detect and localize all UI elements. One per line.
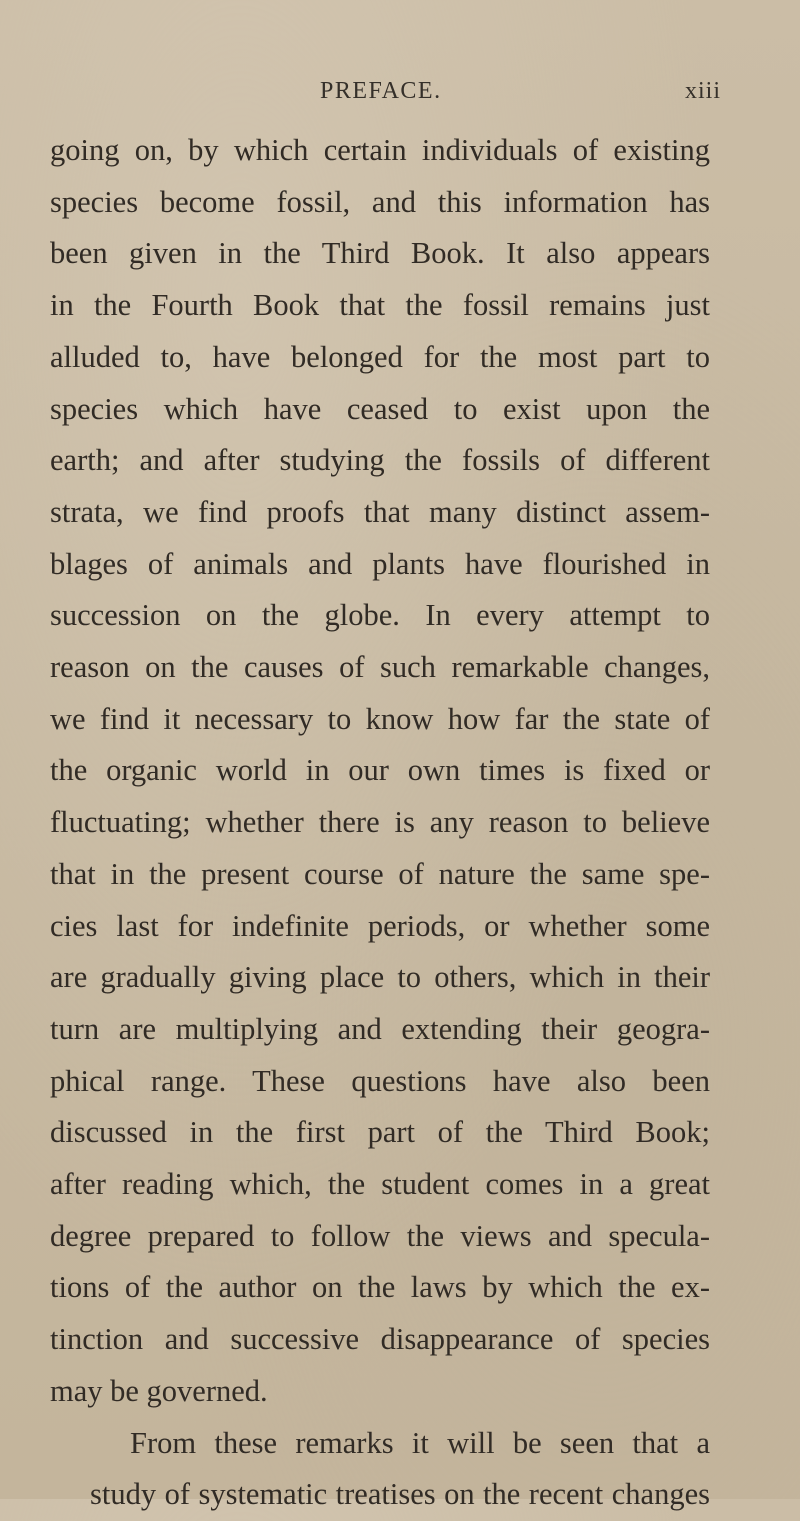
text-line: earth; and after studying the fossils of different — [50, 443, 710, 478]
text-line: succession on the globe. In every attempt to — [50, 598, 710, 633]
text-line: that in the present course of nature the same spe- — [50, 856, 710, 891]
text-line: cies last for indefinite periods, or whether some — [50, 908, 710, 943]
text-line: discussed in the first part of the Third Book; — [50, 1115, 710, 1150]
text-line: From these remarks it will be seen that a — [130, 1425, 710, 1460]
text-line: tions of the author on the laws by which the ex- — [50, 1270, 710, 1305]
text-line: are gradually giving place to others, which in their — [50, 960, 710, 995]
paragraph-2 — [50, 1418, 710, 1521]
text-line: study of systematic treatises on the recent changes — [90, 1477, 710, 1512]
page-number: xiii — [685, 78, 722, 104]
text-line: going on, by which certain individuals of existing — [50, 133, 710, 167]
text-line: the organic world in our own times is fixed or — [50, 753, 710, 788]
text-line: phical range. These questions have also been — [50, 1063, 710, 1098]
text-line: tinction and successive disappearance of species — [50, 1322, 710, 1357]
text-line: species which have ceased to exist upon the — [50, 391, 710, 426]
text-line: degree prepared to follow the views and specula- — [50, 1218, 710, 1253]
text-line: turn are multiplying and extending their geogra- — [50, 1011, 710, 1046]
text-line: may be governed. — [50, 1373, 268, 1408]
text-line: fluctuating; whether there is any reason to believe — [50, 805, 710, 840]
text-line: in the Fourth Book that the fossil remains just — [50, 288, 710, 323]
text-line: alluded to, have belonged for the most part to — [50, 339, 710, 374]
running-head — [0, 72, 800, 112]
text-line: species become fossil, and this information has — [50, 184, 710, 219]
text-line: after reading which, the student comes in a great — [50, 1167, 710, 1202]
text-line: been given in the Third Book. It also appears — [50, 236, 710, 271]
text-line: we find it necessary to know how far the state of — [50, 701, 710, 736]
text-line: reason on the causes of such remarkable changes, — [50, 650, 710, 685]
running-title: PREFACE. — [320, 78, 442, 104]
text-line: blages of animals and plants have flourished in — [50, 546, 710, 581]
body-text — [50, 125, 710, 1521]
paragraph-1 — [50, 125, 710, 1418]
text-line: strata, we find proofs that many distinct assem- — [50, 494, 710, 529]
